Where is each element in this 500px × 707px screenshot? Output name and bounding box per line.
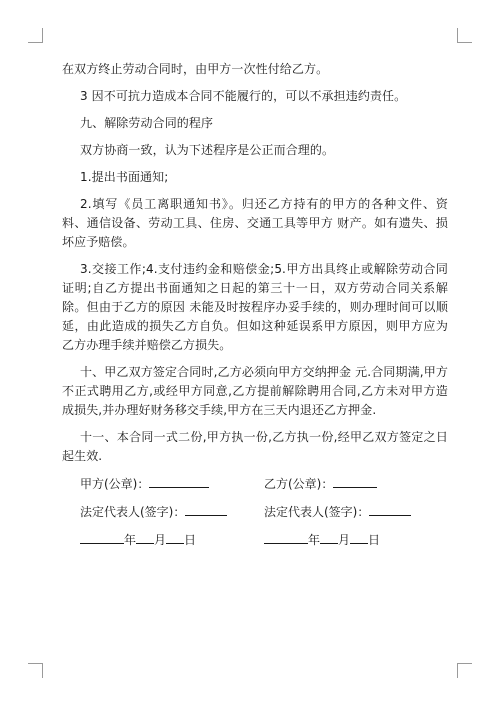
date-b-year-blank [264,530,308,544]
date-b-day-blank [350,530,368,544]
date-a-day-label: 日 [184,533,197,547]
date-a-year-blank [80,530,124,544]
party-b-seal-field [264,474,448,494]
date-a-day-blank [166,530,184,544]
paragraph-step-resignation-form: 2.填写《员工离职通知书》。归还乙方持有的甲方的各种文件、资料、通信设备、劳动工具、住房、交通工具等甲方 财产。如有遗失、损坏应予赔偿。 [62,197,448,249]
party-b-seal-label: 乙方(公章)： [264,477,334,491]
crop-mark-bottom-left [28,663,43,678]
date-b-year-label: 年 [308,533,321,547]
party-a-seal-label: 甲方(公章)： [80,477,150,491]
date-a-month-label: 月 [154,533,167,547]
party-a-seal-field [80,474,264,494]
paragraph-mutual-agreement: 双方协商一致，认为下述程序是公正而合理的。 [80,143,335,157]
date-b-month-label: 月 [338,533,351,547]
section-heading-termination-procedure: 九、解除劳动合同的程序 [80,116,214,130]
signature-row-dates [80,530,448,550]
paragraph-step-written-notice: 1.提出书面通知; [80,170,169,184]
legal-rep-a-field [80,502,264,522]
paragraph-step-handover: 3.交接工作;4.支付违约金和赔偿金;5.甲方出具终止或解除劳动合同证明;自乙方提出书面通知之日起的第三十一日，双方劳动合同关系解除。但由于乙方的原因 未能及时按程序办妥手续的，则办理时间可以顺延，由此造成的损失乙方自负。但如这种延误系甲方原因，则甲方应为乙方办理手续并赔偿乙方损失。 [62,262,448,352]
paragraph-section-effectiveness: 十一、本合同一式二份,甲方执一份,乙方执一份,经甲乙双方签定之日起生效. [62,430,448,463]
paragraph-force-majeure: 3 因不可抗力造成本合同不能履行的，可以不承担违约责任。 [80,89,407,103]
party-b-seal-blank [333,474,377,488]
signature-row-seals [80,474,448,494]
legal-rep-b-label: 法定代表人(签字)： [264,505,370,519]
date-a-month-blank [136,530,154,544]
date-b-month-blank [320,530,338,544]
legal-rep-b-field [264,502,448,522]
crop-mark-top-left [28,28,43,43]
signature-row-legal-reps [80,502,448,522]
date-b-field [264,530,448,550]
legal-rep-a-label: 法定代表人(签字)： [80,505,186,519]
date-a-year-label: 年 [124,533,137,547]
legal-rep-b-blank [369,502,411,516]
document-body [62,60,448,558]
crop-mark-top-right [457,28,472,43]
crop-mark-bottom-right [457,663,472,678]
paragraph-termination-payment: 在双方终止劳动合同时，由甲方一次性付给乙方。 [62,62,329,76]
paragraph-section-deposit: 十、甲乙双方签定合同时,乙方必须向甲方交纳押金 元.合同期满,甲方不正式聘用乙方,或经甲方同意,乙方提前解除聘用合同,乙方未对甲方造成损失,并办理好财务移交手续,甲方在三天内退还乙方押金. [62,365,448,417]
legal-rep-a-blank [185,502,227,516]
date-a-field [80,530,264,550]
date-b-day-label: 日 [368,533,381,547]
party-a-seal-blank [149,474,209,488]
